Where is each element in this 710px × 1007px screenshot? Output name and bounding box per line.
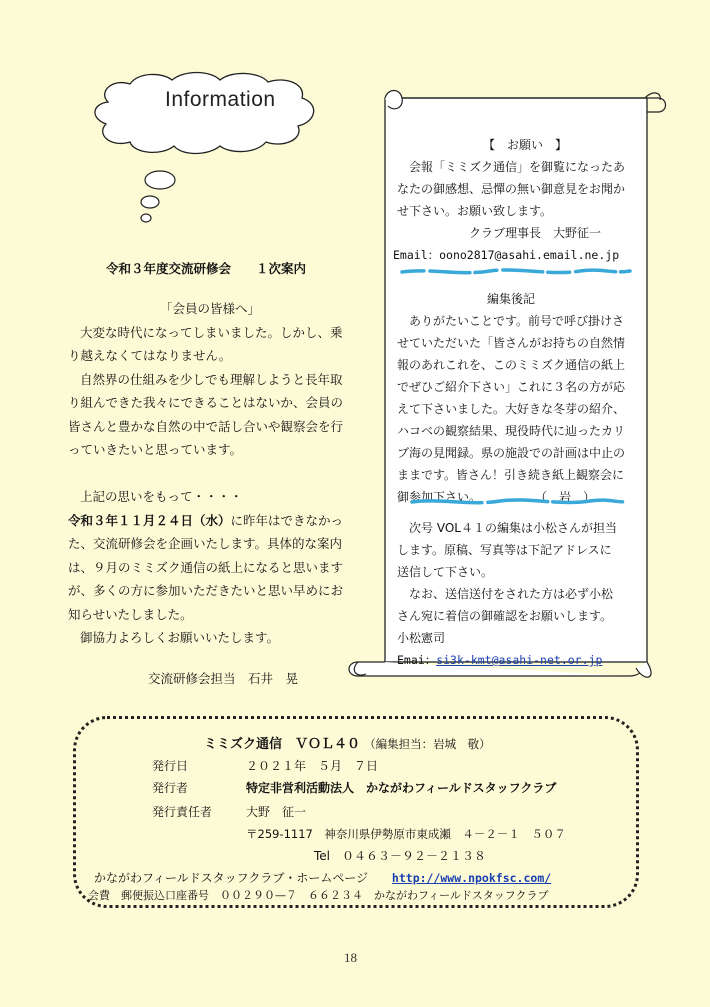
para3-line: は、９月のミミズク通信の紙上になると思います [68, 559, 344, 575]
next-email-row: Emai：si3k-kmt@asahi-net.or.jp [397, 653, 603, 667]
colophon-title-row [204, 733, 491, 752]
information-title: Information [165, 88, 276, 111]
postscript-line: ありがたいことです。前号で呼び掛けさ [409, 314, 625, 328]
postscript-line: ブ海の見聞録。県の施設での計画は中止の [397, 446, 626, 460]
next-line: 次号 VOL４１の編集は小松さんが担当 [409, 521, 617, 535]
next-line: 送信して下さい。 [397, 565, 494, 579]
closing: 御協力よろしくお願いいたします。 [80, 630, 280, 645]
next-line: します。原稿、写真等は下記アドレスに [397, 543, 612, 557]
request-title: 【 お願い 】 [483, 138, 568, 152]
next-editor-name: 小松憲司 [397, 631, 446, 645]
telephone: Tel ０４６３－９２－２１３８ [314, 849, 487, 863]
para2-line: 自然界の仕組みを少しでも理解しようと長年取 [80, 371, 343, 387]
event-announcement [68, 297, 358, 650]
date-label: 発行日 [152, 759, 189, 773]
wavy-divider-icon [410, 496, 630, 508]
postscript-line: ままです。皆さん！引き続き紙上観察会に [397, 468, 625, 482]
date-value: ２０２１年 ５月 ７日 [246, 759, 379, 773]
next-email-link[interactable]: si3k-kmt@asahi-net.or.jp [436, 653, 603, 667]
page-number: 18 [344, 950, 357, 965]
para2-line: り組んできた我々にできることはないか、会員の [68, 395, 344, 410]
postscript-line: 報のあれこれを、このミミズク通信の紙上 [397, 358, 626, 372]
postscript-line: ハコベの観察結果、現役時代に辿ったカリ [397, 424, 626, 438]
wavy-divider-icon [400, 266, 632, 278]
membership-fee: 会費 郵便振込口座番号 ００２９０—７ ６６２３４ かながわフィールドスタッフクラブ [88, 889, 549, 902]
postscript-line: せていただいた「皆さんがお持ちの自然情 [397, 336, 626, 350]
event-heading: 令和３年度交流研修会 １次案内 [106, 261, 307, 276]
para3-intro: 上記の思いをもって・・・・ [80, 489, 243, 504]
request-section [393, 134, 642, 266]
request-line: せ下さい。お願い致します。 [397, 204, 553, 218]
postscript-line: えて下さいました。大好きな冬芽の紹介、 [397, 402, 626, 416]
para1-line: 大変な時代になってしまいました。しかし、乗 [80, 324, 343, 340]
next-line: さん宛に着信の御確認をお願いします。 [397, 609, 613, 623]
event-date: 令和３年１１月２４日（水） [68, 512, 231, 528]
para3-line: 令和３年１１月２４日（水）に昨年はできなかっ [68, 512, 344, 528]
responsible-label: 発行責任者 [152, 805, 213, 819]
next-issue-section [397, 517, 642, 671]
publisher-label: 発行者 [152, 781, 189, 795]
request-line: なたの御感想、忌憚の無い御意見をお聞か [397, 182, 626, 196]
publisher-value: 特定非営利活動法人 かながわフィールドスタッフクラブ [246, 781, 557, 795]
request-email: Email：oono2817@asahi.email.ne.jp [393, 248, 620, 262]
newsletter-title: ミミズク通信 ＶＯＬ４０ [204, 737, 361, 752]
colophon-box [73, 716, 639, 908]
postscript-section [397, 288, 642, 508]
para3-line: 知らせいたしました。 [68, 606, 193, 622]
address: 〒259-1117 神奈川県伊勢原市東成瀬 ４－２－１ ５０７ [246, 827, 566, 841]
next-line: なお、送信送付をされた方は必ず小松 [409, 587, 614, 601]
responsible-value: 大野 征一 [246, 805, 307, 819]
postscript-line: 御参加下さい。 （ 岩 ） [397, 490, 596, 504]
para3-line: が、多くの方に参加いただきたいと思い早めにお [68, 583, 344, 598]
homepage-label: かながわフィールドスタッフクラブ・ホームページ [94, 871, 369, 885]
postscript-line: でぜひご紹介下さい」これに３名の方が応 [397, 380, 626, 394]
request-line: 会報「ミミズク通信」を御覧になったあ [409, 160, 626, 174]
para2-line: 皆さんと豊かな自然の中で話し合いや観察会を行 [68, 418, 344, 434]
event-signature: 交流研修会担当 石井 晃 [148, 671, 299, 686]
para3-line: た、交流研修会を企画いたします。具体的な案内 [68, 536, 343, 551]
postscript-signature: （ 岩 ） [541, 490, 596, 504]
request-signature: クラブ理事長 大野征一 [469, 226, 602, 240]
greeting: 「会員の皆様へ」 [160, 301, 261, 316]
homepage-link[interactable]: http://www.npokfsc.com/ [391, 871, 552, 885]
para1-line: り越えなくてはなりません。 [68, 348, 232, 363]
homepage-row [94, 869, 551, 886]
editor-credit: （編集担当：岩城 敬） [364, 737, 491, 751]
postscript-title: 編集後記 [487, 292, 536, 306]
para2-line: っていきたいと思っています。 [68, 442, 243, 457]
